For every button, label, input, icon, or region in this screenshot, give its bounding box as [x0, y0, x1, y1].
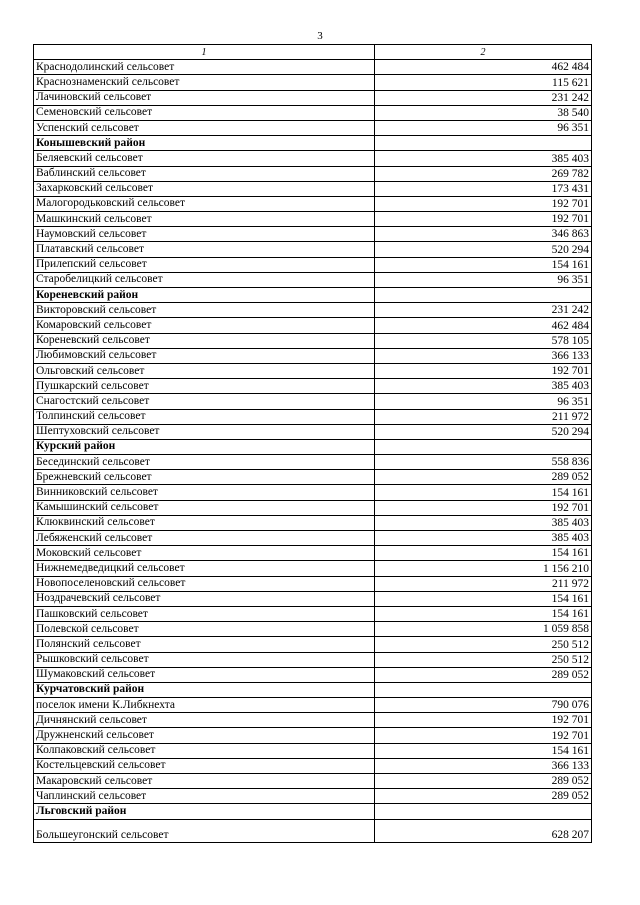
table-row [34, 743, 592, 758]
table-row [34, 60, 592, 75]
settlement-name: Захарковский сельсовет [34, 181, 375, 196]
settlement-name: Ольговский сельсовет [34, 363, 375, 378]
amount-cell: 1 059 858 [375, 622, 592, 637]
table-row [34, 576, 592, 591]
table-row [34, 424, 592, 439]
table-row [34, 181, 592, 196]
district-name: Кореневский район [34, 288, 375, 303]
settlement-name: Чаплинский сельсовет [34, 789, 375, 804]
table-row [34, 105, 592, 120]
table-row [34, 379, 592, 394]
amount-cell: 173 431 [375, 181, 592, 196]
table-row [34, 728, 592, 743]
settlement-name: Моковский сельсовет [34, 546, 375, 561]
table-row [34, 652, 592, 667]
column-header-name: 1 [34, 45, 375, 60]
settlement-name: Дичнянский сельсовет [34, 713, 375, 728]
amount-cell: 289 052 [375, 789, 592, 804]
district-name: Курчатовский район [34, 682, 375, 697]
table-row [34, 90, 592, 105]
table-row [34, 120, 592, 135]
table-row [34, 667, 592, 682]
district-header-row [34, 804, 592, 819]
amount-cell: 578 105 [375, 333, 592, 348]
table-row [34, 348, 592, 363]
district-name: Конышевский район [34, 136, 375, 151]
amount-cell: 385 403 [375, 379, 592, 394]
settlement-name: Нижнемедведицкий сельсовет [34, 561, 375, 576]
settlement-name: Викторовский сельсовет [34, 303, 375, 318]
amount-cell: 558 836 [375, 455, 592, 470]
table-row [34, 531, 592, 546]
amount-cell: 520 294 [375, 424, 592, 439]
settlement-name: Комаровский сельсовет [34, 318, 375, 333]
settlement-name: Шумаковский сельсовет [34, 667, 375, 682]
table-row [34, 698, 592, 713]
settlement-name: Лебяженский сельсовет [34, 531, 375, 546]
settlement-name: Ноздрачевский сельсовет [34, 591, 375, 606]
table-row [34, 591, 592, 606]
table-row [34, 242, 592, 257]
settlement-name: Успенский сельсовет [34, 120, 375, 135]
table-row [34, 485, 592, 500]
district-header-row [34, 439, 592, 454]
amount-cell: 192 701 [375, 713, 592, 728]
table-row [34, 257, 592, 272]
table-header-row [34, 45, 592, 60]
amount-cell: 192 701 [375, 212, 592, 227]
table-row [34, 272, 592, 287]
amount-cell: 520 294 [375, 242, 592, 257]
settlement-name: Макаровский сельсовет [34, 774, 375, 789]
settlement-name: Кореневский сельсовет [34, 333, 375, 348]
amount-cell: 250 512 [375, 652, 592, 667]
settlement-name: Большеугонский сельсовет [34, 819, 375, 842]
table-row [34, 713, 592, 728]
amount-cell: 289 052 [375, 470, 592, 485]
settlement-name: Ваблинский сельсовет [34, 166, 375, 181]
district-name: Льговский район [34, 804, 375, 819]
table-row [34, 515, 592, 530]
table-row [34, 363, 592, 378]
settlement-name: Малогородьковский сельсовет [34, 196, 375, 211]
district-name: Курский район [34, 439, 375, 454]
settlement-name: Костельцевский сельсовет [34, 758, 375, 773]
table-row [34, 196, 592, 211]
amount-cell: 115 621 [375, 75, 592, 90]
amount-cell: 366 133 [375, 348, 592, 363]
settlement-name: Пашковский сельсовет [34, 606, 375, 621]
table-row [34, 774, 592, 789]
amount-cell: 346 863 [375, 227, 592, 242]
amount-cell [375, 439, 592, 454]
settlement-name: Винниковский сельсовет [34, 485, 375, 500]
amount-cell: 211 972 [375, 576, 592, 591]
amount-cell: 231 242 [375, 303, 592, 318]
amount-cell [375, 804, 592, 819]
settlement-name: поселок имени К.Либкнехта [34, 698, 375, 713]
settlement-name: Любимовский сельсовет [34, 348, 375, 363]
settlement-name: Шептуховский сельсовет [34, 424, 375, 439]
table-row [34, 758, 592, 773]
settlement-name: Дружненский сельсовет [34, 728, 375, 743]
district-header-row [34, 136, 592, 151]
amount-cell: 269 782 [375, 166, 592, 181]
district-header-row [34, 288, 592, 303]
table-body [34, 60, 592, 842]
table-row [34, 606, 592, 621]
page-number: 3 [317, 30, 323, 42]
settlement-name: Клюквинский сельсовет [34, 515, 375, 530]
amount-cell: 289 052 [375, 774, 592, 789]
table-row [34, 333, 592, 348]
table-row [34, 394, 592, 409]
amount-cell: 96 351 [375, 394, 592, 409]
amount-cell: 366 133 [375, 758, 592, 773]
table-row [34, 303, 592, 318]
settlement-name: Пушкарский сельсовет [34, 379, 375, 394]
table-row [34, 318, 592, 333]
amount-cell: 154 161 [375, 743, 592, 758]
table-row [34, 166, 592, 181]
amount-cell: 154 161 [375, 546, 592, 561]
table-row [34, 637, 592, 652]
amount-cell: 385 403 [375, 531, 592, 546]
amount-cell [375, 136, 592, 151]
amount-cell: 250 512 [375, 637, 592, 652]
settlement-name: Платавский сельсовет [34, 242, 375, 257]
table-row [34, 227, 592, 242]
settlement-name: Краснодолинский сельсовет [34, 60, 375, 75]
amount-cell: 154 161 [375, 257, 592, 272]
amount-cell: 38 540 [375, 105, 592, 120]
amount-cell: 231 242 [375, 90, 592, 105]
settlement-name: Старобелицкий сельсовет [34, 272, 375, 287]
table-row [34, 409, 592, 424]
amount-cell: 154 161 [375, 485, 592, 500]
settlement-name: Снагостский сельсовет [34, 394, 375, 409]
table-row [34, 546, 592, 561]
district-header-row [34, 682, 592, 697]
amount-cell: 289 052 [375, 667, 592, 682]
column-header-amount: 2 [375, 45, 592, 60]
table-row [34, 75, 592, 90]
settlement-name: Колпаковский сельсовет [34, 743, 375, 758]
amount-cell: 96 351 [375, 272, 592, 287]
settlement-name: Беляевский сельсовет [34, 151, 375, 166]
amount-cell [375, 682, 592, 697]
table-row [34, 561, 592, 576]
table-row [34, 151, 592, 166]
table-row [34, 470, 592, 485]
settlement-name: Наумовский сельсовет [34, 227, 375, 242]
settlement-name: Краснознаменский сельсовет [34, 75, 375, 90]
settlement-name: Полянский сельсовет [34, 637, 375, 652]
amount-cell: 154 161 [375, 591, 592, 606]
amount-cell: 192 701 [375, 728, 592, 743]
table-row [34, 819, 592, 842]
table-row [34, 789, 592, 804]
amount-cell: 790 076 [375, 698, 592, 713]
allocation-table [33, 44, 592, 843]
amount-cell: 385 403 [375, 151, 592, 166]
settlement-name: Камышинский сельсовет [34, 500, 375, 515]
settlement-name: Толпинский сельсовет [34, 409, 375, 424]
amount-cell: 96 351 [375, 120, 592, 135]
settlement-name: Рышковский сельсовет [34, 652, 375, 667]
settlement-name: Полевской сельсовет [34, 622, 375, 637]
table-row [34, 500, 592, 515]
amount-cell: 628 207 [375, 819, 592, 842]
amount-cell: 462 484 [375, 60, 592, 75]
settlement-name: Новопоселеновский сельсовет [34, 576, 375, 591]
amount-cell: 462 484 [375, 318, 592, 333]
amount-cell: 192 701 [375, 500, 592, 515]
amount-cell: 192 701 [375, 196, 592, 211]
table-row [34, 622, 592, 637]
settlement-name: Бесединский сельсовет [34, 455, 375, 470]
amount-cell: 1 156 210 [375, 561, 592, 576]
table-row [34, 212, 592, 227]
amount-cell: 385 403 [375, 515, 592, 530]
table-row [34, 455, 592, 470]
amount-cell: 154 161 [375, 606, 592, 621]
settlement-name: Брежневский сельсовет [34, 470, 375, 485]
settlement-name: Машкинский сельсовет [34, 212, 375, 227]
settlement-name: Лачиновский сельсовет [34, 90, 375, 105]
amount-cell [375, 288, 592, 303]
settlement-name: Семеновский сельсовет [34, 105, 375, 120]
settlement-name: Прилепский сельсовет [34, 257, 375, 272]
amount-cell: 192 701 [375, 363, 592, 378]
amount-cell: 211 972 [375, 409, 592, 424]
